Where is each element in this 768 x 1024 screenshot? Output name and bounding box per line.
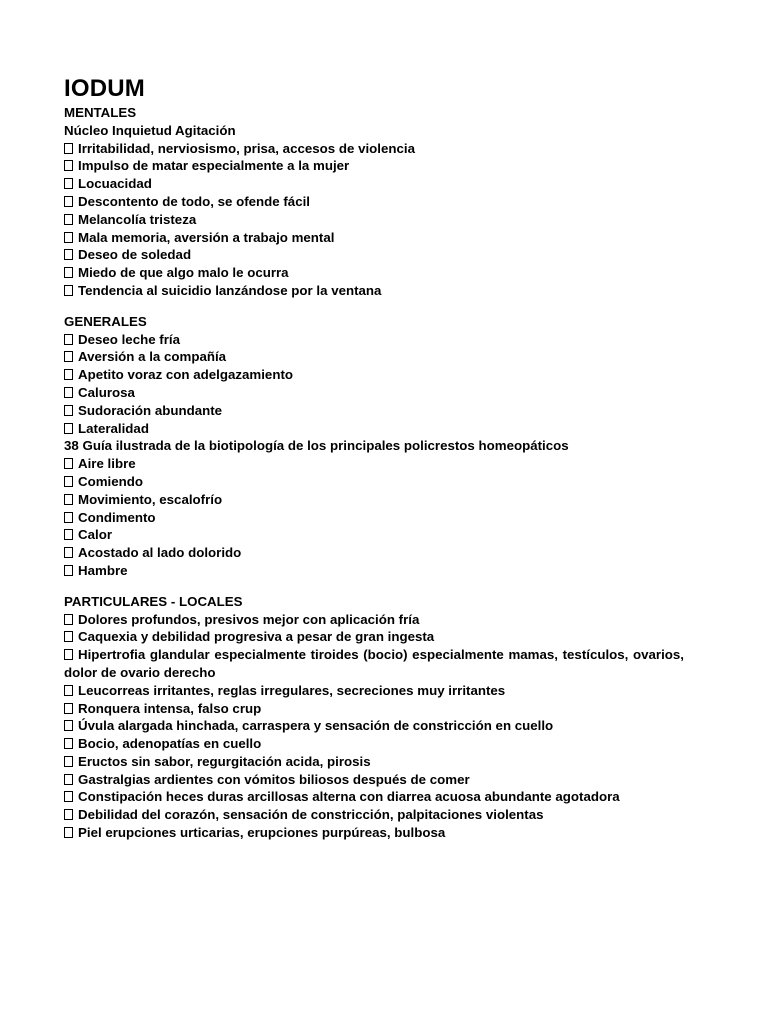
list-item xyxy=(64,491,684,509)
list-item xyxy=(64,473,684,491)
checkbox-bullet-icon xyxy=(64,631,73,642)
checkbox-bullet-icon xyxy=(64,405,73,416)
list-item xyxy=(64,562,684,580)
checkbox-bullet-icon xyxy=(64,827,73,838)
checkbox-bullet-icon xyxy=(64,756,73,767)
list-item xyxy=(64,771,684,789)
checkbox-bullet-icon xyxy=(64,565,73,576)
list-item-text: Hipertrofia glandular especialmente tiroides (bocio) especialmente mamas, testículos, ovarios, dolor de ovario derecho xyxy=(64,647,684,680)
list-item-text: Acostado al lado dolorido xyxy=(78,545,242,561)
list-item-text: Dolores profundos, presivos mejor con aplicación fría xyxy=(78,611,420,627)
section-heading: MENTALES xyxy=(64,105,137,120)
list-item xyxy=(64,384,684,402)
checkbox-bullet-icon xyxy=(64,809,73,820)
list-item xyxy=(64,824,684,842)
list-item xyxy=(64,646,684,682)
list-item xyxy=(64,193,684,211)
document-title: IODUM xyxy=(64,75,145,102)
list-item xyxy=(64,788,684,806)
section-particulares xyxy=(64,593,684,842)
checkbox-bullet-icon xyxy=(64,494,73,505)
section-subheading: Núcleo Inquietud Agitación xyxy=(64,122,236,138)
list-item-text: Hambre xyxy=(78,562,128,578)
checkbox-bullet-icon xyxy=(64,476,73,487)
list-item xyxy=(64,526,684,544)
list-item-text: Leucorreas irritantes, reglas irregulares, secreciones muy irritantes xyxy=(78,682,506,698)
list-item-text: Mala memoria, aversión a trabajo mental xyxy=(78,229,335,245)
checkbox-bullet-icon xyxy=(64,458,73,469)
list-item-text: Condimento xyxy=(78,509,156,525)
bullet-list xyxy=(64,140,684,300)
list-item xyxy=(64,735,684,753)
list-item-text: Aversión a la compañía xyxy=(78,349,227,365)
list-item-text: Piel erupciones urticarias, erupciones purpúreas, bulbosa xyxy=(78,825,446,841)
list-item-text: Sudoración abundante xyxy=(78,402,223,418)
list-item xyxy=(64,264,684,282)
list-item xyxy=(64,140,684,158)
checkbox-bullet-icon xyxy=(64,267,73,278)
list-item xyxy=(64,753,684,771)
checkbox-bullet-icon xyxy=(64,178,73,189)
checkbox-bullet-icon xyxy=(64,738,73,749)
list-item-text: Melancolía tristeza xyxy=(78,211,197,227)
list-item-text: Úvula alargada hinchada, carraspera y sensación de constricción en cuello xyxy=(78,718,554,734)
list-item-text: Debilidad del corazón, sensación de constricción, palpitaciones violentas xyxy=(78,807,544,823)
list-item-text: Ronquera intensa, falso crup xyxy=(78,700,262,716)
list-item-text: Deseo leche fría xyxy=(78,331,180,347)
list-item xyxy=(64,682,684,700)
list-item xyxy=(64,717,684,735)
list-item xyxy=(64,420,684,438)
checkbox-bullet-icon xyxy=(64,423,73,434)
list-item xyxy=(64,348,684,366)
section-generales xyxy=(64,313,684,580)
checkbox-bullet-icon xyxy=(64,160,73,171)
list-item-text: Comiendo xyxy=(78,473,144,489)
checkbox-bullet-icon xyxy=(64,774,73,785)
checkbox-bullet-icon xyxy=(64,649,73,660)
checkbox-bullet-icon xyxy=(64,512,73,523)
list-item-text: Deseo de soledad xyxy=(78,247,192,263)
checkbox-bullet-icon xyxy=(64,334,73,345)
checkbox-bullet-icon xyxy=(64,791,73,802)
checkbox-bullet-icon xyxy=(64,547,73,558)
checkbox-bullet-icon xyxy=(64,614,73,625)
list-item xyxy=(64,611,684,629)
page-note: 38 Guía ilustrada de la biotipología de los principales policrestos homeopáticos xyxy=(64,438,569,454)
checkbox-bullet-icon xyxy=(64,143,73,154)
bullet-list xyxy=(64,331,684,438)
section-mentales xyxy=(64,104,684,300)
list-item xyxy=(64,628,684,646)
checkbox-bullet-icon xyxy=(64,196,73,207)
list-item-text: Irritabilidad, nerviosismo, prisa, accesos de violencia xyxy=(78,140,415,156)
list-item xyxy=(64,331,684,349)
list-item-text: Descontento de todo, se ofende fácil xyxy=(78,193,310,209)
list-item-text: Bocio, adenopatías en cuello xyxy=(78,736,262,752)
list-item-text: Impulso de matar especialmente a la mujer xyxy=(78,158,350,174)
list-item-text: Locuacidad xyxy=(78,176,152,192)
list-item xyxy=(64,544,684,562)
list-item xyxy=(64,282,684,300)
checkbox-bullet-icon xyxy=(64,703,73,714)
list-item xyxy=(64,509,684,527)
checkbox-bullet-icon xyxy=(64,285,73,296)
list-item xyxy=(64,211,684,229)
checkbox-bullet-icon xyxy=(64,369,73,380)
list-item-text: Movimiento, escalofrío xyxy=(78,491,223,507)
checkbox-bullet-icon xyxy=(64,720,73,731)
checkbox-bullet-icon xyxy=(64,232,73,243)
list-item-text: Caquexia y debilidad progresiva a pesar de gran ingesta xyxy=(78,629,435,645)
section-heading: PARTICULARES - LOCALES xyxy=(64,593,243,609)
section-spacer xyxy=(64,580,684,593)
list-item-text: Miedo de que algo malo le ocurra xyxy=(78,265,289,281)
list-item-text: Calor xyxy=(78,527,112,543)
section-heading: GENERALES xyxy=(64,313,147,329)
list-item xyxy=(64,700,684,718)
list-item xyxy=(64,246,684,264)
checkbox-bullet-icon xyxy=(64,214,73,225)
list-item-text: Gastralgias ardientes con vómitos biliosos después de comer xyxy=(78,771,470,787)
list-item-text: Tendencia al suicidio lanzándose por la ventana xyxy=(78,282,382,298)
bullet-list xyxy=(64,455,684,580)
bullet-list xyxy=(64,611,684,842)
list-item xyxy=(64,175,684,193)
list-item-text: Apetito voraz con adelgazamiento xyxy=(78,367,294,383)
list-item-text: Eructos sin sabor, regurgitación acida, pirosis xyxy=(78,753,371,769)
section-spacer xyxy=(64,300,684,313)
list-item xyxy=(64,366,684,384)
list-item xyxy=(64,806,684,824)
list-item xyxy=(64,229,684,247)
checkbox-bullet-icon xyxy=(64,387,73,398)
checkbox-bullet-icon xyxy=(64,685,73,696)
document-page xyxy=(64,74,684,842)
list-item-text: Aire libre xyxy=(78,456,136,472)
list-item-text: Lateralidad xyxy=(78,420,149,436)
list-item-text: Constipación heces duras arcillosas alterna con diarrea acuosa abundante agotadora xyxy=(78,789,620,805)
checkbox-bullet-icon xyxy=(64,529,73,540)
list-item-text: Calurosa xyxy=(78,384,135,400)
checkbox-bullet-icon xyxy=(64,249,73,260)
checkbox-bullet-icon xyxy=(64,351,73,362)
list-item xyxy=(64,455,684,473)
list-item xyxy=(64,157,684,175)
list-item xyxy=(64,402,684,420)
